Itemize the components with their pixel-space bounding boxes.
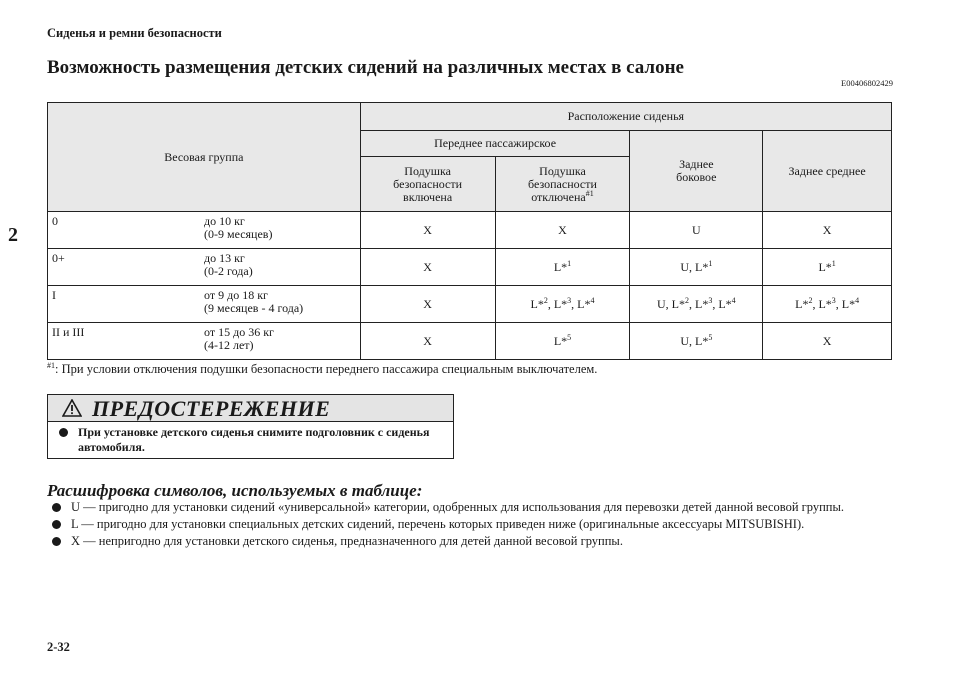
warning-triangle-icon bbox=[62, 399, 82, 417]
section-header: Сиденья и ремни безопасности bbox=[47, 26, 222, 40]
table-row: I от 9 до 18 кг (9 месяцев - 4 года) X L*$^2$, L*$^3$, L*$^4$ U, L*$^2$, L*$^3$, L*$^4$ L*$^2$, L*$^3$, L*$^4$ bbox=[48, 286, 892, 323]
bullet-icon bbox=[58, 427, 69, 438]
cell-airbag-on: X bbox=[360, 286, 495, 323]
bullet-icon bbox=[52, 520, 61, 529]
front-passenger-header: Переднее пассажирское bbox=[360, 131, 630, 157]
cell-rear-center: L*$^2$, L*$^3$, L*$^4$ bbox=[763, 286, 892, 323]
cell-rear-center: X bbox=[763, 323, 892, 360]
cell-airbag-off: L*$^2$, L*$^3$, L*$^4$ bbox=[495, 286, 630, 323]
cell-airbag-on: X bbox=[360, 212, 495, 249]
cell-rear-center: L*$^1$ bbox=[763, 249, 892, 286]
legend-title: Расшифровка символов, используемых в таблице: bbox=[47, 481, 423, 500]
cell-airbag-off: X bbox=[495, 212, 630, 249]
rear-center-header: Заднее среднее bbox=[763, 131, 892, 212]
document-code: E00406802429 bbox=[841, 78, 893, 88]
seat-location-header: Расположение сиденья bbox=[360, 103, 891, 131]
weight-group-header: Весовая группа bbox=[48, 103, 361, 212]
table-row: 0 до 10 кг (0-9 месяцев) X X U X bbox=[48, 212, 892, 249]
list-item: X — непригодно для установки детского сиденья, предназначенного для детей данной весовой группы. bbox=[47, 533, 892, 550]
rear-side-header: Заднее боковое bbox=[630, 131, 763, 212]
airbag-on-header: Подушка безопасности включена bbox=[360, 157, 495, 212]
table-footnote: $^{\#1}$: При условии отключения подушки безопасности переднего пассажира специальным выключателем. bbox=[47, 360, 598, 376]
page-number: 2-32 bbox=[47, 640, 70, 654]
table-row: 0+ до 13 кг (0-2 года) X L*$^1$ U, L*$^1$ L*$^1$ bbox=[48, 249, 892, 286]
bullet-icon bbox=[52, 537, 61, 546]
cell-rear-side: U, L*$^2$, L*$^3$, L*$^4$ bbox=[630, 286, 763, 323]
cell-rear-center: X bbox=[763, 212, 892, 249]
cell-rear-side: U bbox=[630, 212, 763, 249]
cell-airbag-off: L*$^1$ bbox=[495, 249, 630, 286]
weight-group: II и III bbox=[52, 325, 85, 339]
weight-group: 0+ bbox=[52, 251, 65, 265]
warning-box bbox=[47, 394, 454, 459]
weight-group: 0 bbox=[52, 214, 58, 228]
warning-header bbox=[48, 395, 453, 422]
cell-rear-side: U, L*$^5$ bbox=[630, 323, 763, 360]
list-item: L — пригодно для установки специальных детских сидений, перечень которых приведен ниже (оригинальные аксессуары MITSUBISHI). bbox=[47, 516, 892, 533]
table-row: II и III от 15 до 36 кг (4-12 лет) X L*$^5$ U, L*$^5$ X bbox=[48, 323, 892, 360]
airbag-off-note: #1 bbox=[585, 188, 594, 198]
weight-group: I bbox=[52, 288, 56, 302]
warning-title: ПРЕДОСТЕРЕЖЕНИЕ bbox=[92, 396, 331, 421]
cell-airbag-on: X bbox=[360, 249, 495, 286]
legend-list bbox=[47, 499, 892, 550]
warning-text: При установке детского сиденья снимите подголовник с сиденья автомобиля. bbox=[58, 425, 443, 455]
cell-airbag-on: X bbox=[360, 323, 495, 360]
airbag-off-header: Подушка безопасности отключена$^{\#1}$ bbox=[495, 157, 630, 212]
chapter-tab: 2 bbox=[8, 224, 18, 246]
list-item: U — пригодно для установки сидений «универсальной» категории, одобренных для использования для перевозки детей данной весовой группы. bbox=[47, 499, 892, 516]
page-title: Возможность размещения детских сидений на различных местах в салоне bbox=[47, 57, 684, 78]
bullet-icon bbox=[52, 503, 61, 512]
child-seat-table bbox=[47, 102, 892, 360]
cell-airbag-off: L*$^5$ bbox=[495, 323, 630, 360]
cell-rear-side: U, L*$^1$ bbox=[630, 249, 763, 286]
